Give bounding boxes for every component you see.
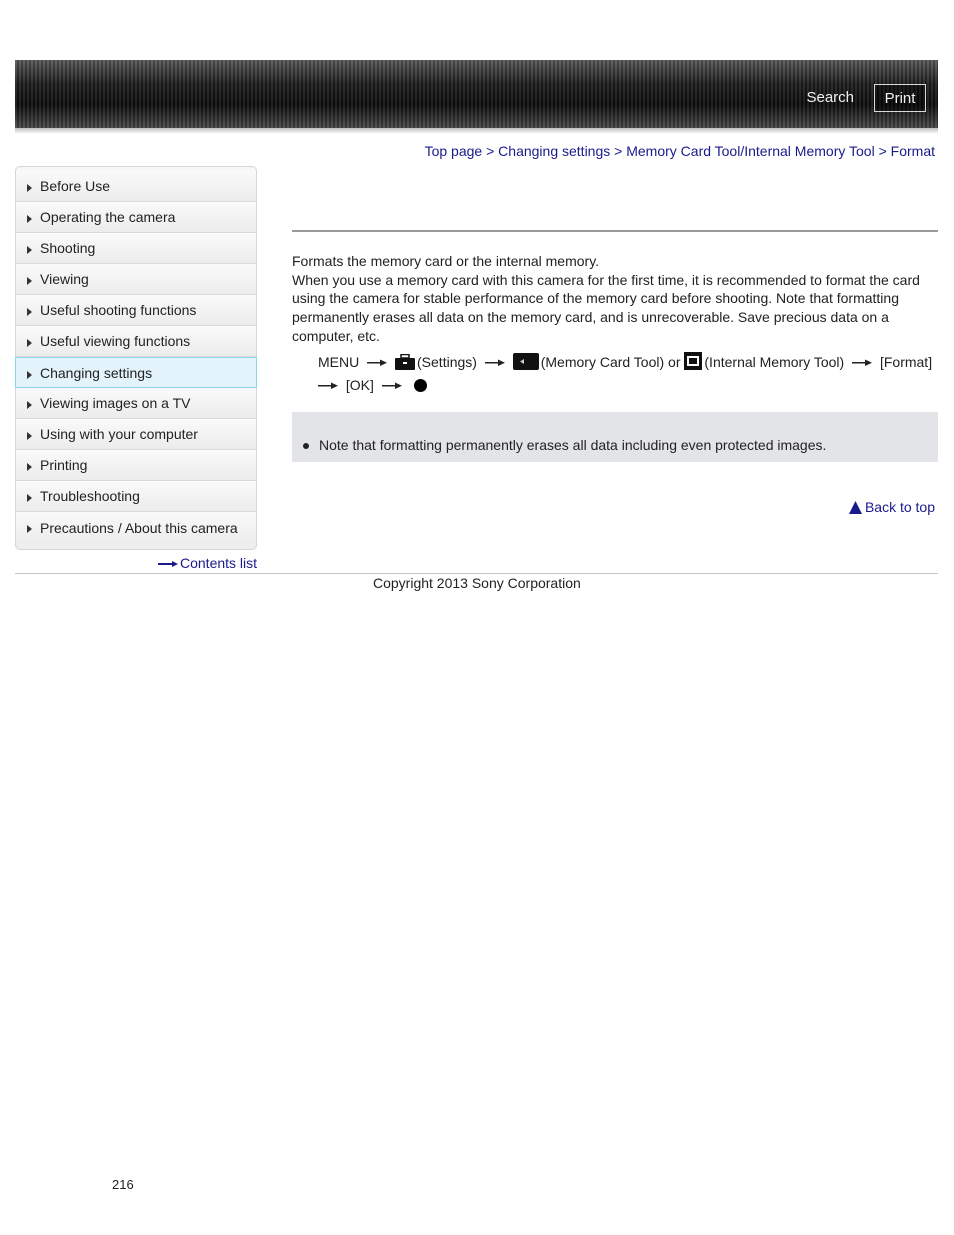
note-box: [292, 412, 938, 462]
triangle-right-icon: [27, 401, 32, 409]
title-divider: [292, 230, 938, 232]
copyright-text: Copyright 2013 Sony Corporation: [373, 575, 581, 591]
step-memory-card-tool: (Memory Card Tool) or: [540, 354, 681, 370]
breadcrumb-changing-settings[interactable]: Changing settings: [498, 143, 611, 159]
breadcrumb-separator: >: [878, 143, 887, 159]
triangle-right-icon: [27, 339, 32, 347]
sidebar-nav: [15, 166, 257, 550]
sidebar-item-computer[interactable]: [16, 419, 256, 450]
sidebar-item-label: Printing: [40, 457, 88, 473]
arrow-right-icon: [318, 382, 338, 390]
triangle-right-icon: [27, 184, 32, 192]
arrow-right-icon: [485, 359, 505, 367]
breadcrumb-format[interactable]: Format: [890, 143, 935, 159]
print-button[interactable]: Print: [874, 84, 926, 112]
menu-steps: [318, 351, 938, 397]
breadcrumb: [425, 143, 935, 159]
note-text: Note that formatting permanently erases all data including even protected images.: [319, 437, 827, 453]
sidebar-item-label: Useful viewing functions: [40, 333, 191, 349]
sidebar-item-label: Changing settings: [40, 364, 153, 381]
contents-list-link[interactable]: [158, 555, 257, 571]
arrow-right-icon: [382, 382, 402, 390]
back-to-top-link[interactable]: [849, 499, 935, 515]
step-internal-memory-tool: (Internal Memory Tool): [704, 354, 845, 370]
step-ok: [OK]: [345, 377, 374, 393]
triangle-right-icon: [27, 525, 32, 533]
sidebar-item-useful-viewing[interactable]: [16, 326, 256, 357]
breadcrumb-top-page[interactable]: Top page: [424, 143, 483, 159]
triangle-right-icon: [27, 308, 32, 316]
triangle-right-icon: [27, 463, 32, 471]
footer-divider: [15, 573, 938, 574]
triangle-right-icon: [27, 432, 32, 440]
breadcrumb-separator: >: [486, 143, 495, 159]
sidebar-item-label: Operating the camera: [40, 209, 176, 225]
step-menu: MENU: [318, 354, 360, 370]
internal-memory-icon: [684, 352, 702, 370]
breadcrumb-memory-tool[interactable]: Memory Card Tool/Internal Memory Tool: [626, 143, 875, 159]
triangle-right-icon: [27, 246, 32, 254]
sidebar-item-label: Shooting: [40, 240, 96, 256]
sidebar-item-operating[interactable]: [16, 202, 256, 233]
step-settings: (Settings): [417, 354, 477, 370]
intro-detail: When you use a memory card with this camera for the first time, it is recommended to format the card using the camera for stable performance of the memory card before shooting. Note that formatting permanently erases all data on the memory card, and is unrecoverable. Save precious data on a computer, etc.: [292, 271, 920, 344]
sidebar-item-troubleshooting[interactable]: [16, 481, 256, 512]
sidebar-item-changing-settings[interactable]: [15, 357, 257, 388]
triangle-right-icon: [27, 494, 32, 502]
sidebar-item-label: Precautions / About this camera: [40, 519, 238, 536]
triangle-up-icon: [849, 501, 862, 514]
sidebar-item-useful-shooting[interactable]: [16, 295, 256, 326]
circle-button-icon: [414, 379, 427, 392]
memory-card-icon: [513, 353, 539, 370]
arrow-right-icon: [367, 359, 387, 367]
breadcrumb-separator: >: [614, 143, 623, 159]
back-to-top-label: Back to top: [864, 499, 935, 515]
sidebar-item-printing[interactable]: [16, 450, 256, 481]
arrow-right-icon: [158, 561, 178, 567]
sidebar-item-before-use[interactable]: [16, 171, 256, 202]
sidebar-item-shooting[interactable]: [16, 233, 256, 264]
sidebar-item-viewing-tv[interactable]: [16, 388, 256, 419]
sidebar-item-precautions[interactable]: [16, 512, 256, 543]
arrow-right-icon: [852, 359, 872, 367]
contents-list-label: Contents list: [180, 555, 258, 571]
sidebar-item-label: Viewing images on a TV: [40, 395, 191, 411]
sidebar-item-label: Troubleshooting: [40, 488, 140, 504]
sidebar-item-label: Using with your computer: [40, 426, 198, 442]
step-format: [Format]: [879, 354, 933, 370]
triangle-right-icon: [27, 215, 32, 223]
triangle-right-icon: [27, 277, 32, 285]
intro-text: [292, 252, 932, 346]
sidebar-item-label: Before Use: [40, 178, 111, 194]
page-number: 216: [112, 1177, 134, 1192]
sidebar-item-label: Viewing: [40, 271, 89, 287]
toolbox-icon: [395, 354, 415, 370]
intro-summary: Formats the memory card or the internal memory.: [292, 253, 600, 269]
triangle-right-icon: [27, 371, 32, 379]
search-link[interactable]: Search: [806, 89, 854, 106]
bullet-icon: [303, 443, 309, 449]
sidebar-item-label: Useful shooting functions: [40, 302, 197, 318]
header-bar: [15, 60, 938, 128]
sidebar-item-viewing[interactable]: [16, 264, 256, 295]
